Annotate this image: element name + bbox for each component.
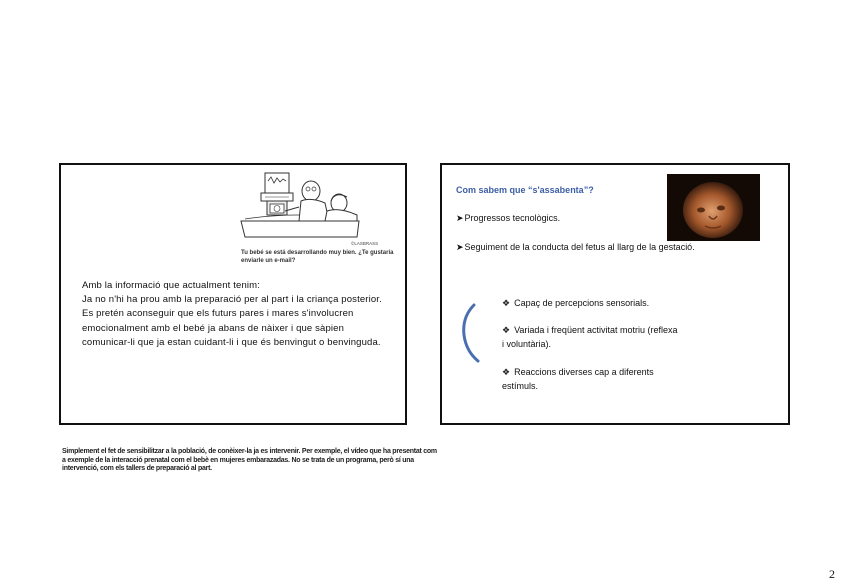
slide-1-body: [82, 279, 382, 350]
diamond-list-item: ❖ Variada i freqüent activitat motriu (reflexa i voluntària).: [502, 325, 678, 349]
slide-2-title: Com sabem que “s'assabenta”?: [456, 185, 594, 195]
body-paragraph: Ja no n'hi ha prou amb la preparació per al part i la criança posterior.: [82, 294, 382, 306]
diamond-bullet-icon: ❖: [502, 298, 511, 308]
arrow-list-item: ➤Seguiment de la conducta del fetus al llarg de la gestació.: [456, 242, 695, 252]
fetus-ultrasound-image: [667, 174, 760, 241]
cartoon-illustration: [239, 171, 399, 249]
diamond-bullet-icon: ❖: [502, 325, 511, 335]
arrow-list-item: ➤Progressos tecnològics.: [456, 213, 561, 223]
diamond-list-item: ❖ Reaccions diverses cap a diferents estímuls.: [502, 367, 654, 391]
diamond-list-item: ❖ Capaç de percepcions sensorials.: [502, 298, 650, 308]
arrow-bullet-icon: ➤: [456, 213, 464, 223]
svg-text:©LASBRASS: ©LASBRASS: [351, 241, 379, 246]
body-paragraph: Es pretén aconseguir que els futurs pares i mares s'involucren emocionalment amb el bebé ja abans de nàixer i que sàpien comunicar-li que ja estan cuidant-li i que és benvingut o benvinguda.: [82, 308, 381, 348]
cartoon-caption: Tu bebé se está desarrollando muy bien. ¿Te gustaría enviarle un e-mail?: [241, 250, 394, 264]
arrow-bullet-icon: ➤: [456, 242, 464, 252]
brace-icon: [460, 303, 480, 363]
page-number: 2: [829, 567, 835, 581]
body-paragraph: Amb la informació que actualment tenim:: [82, 280, 260, 291]
diamond-bullet-icon: ❖: [502, 367, 511, 377]
slide-2: [440, 163, 790, 425]
slide-1: [59, 163, 407, 425]
speaker-notes: Simplement el fet de sensibilitzar a la població, de conèixer-la ja es intervenir. Per exemple, el vídeo que ha presentat com a exemple de la interacció prenatal com el bebè en mujeres embarazadas. No se trata de un programa, però sí una intervenció, com els tallers de preparació al part.: [62, 448, 437, 472]
